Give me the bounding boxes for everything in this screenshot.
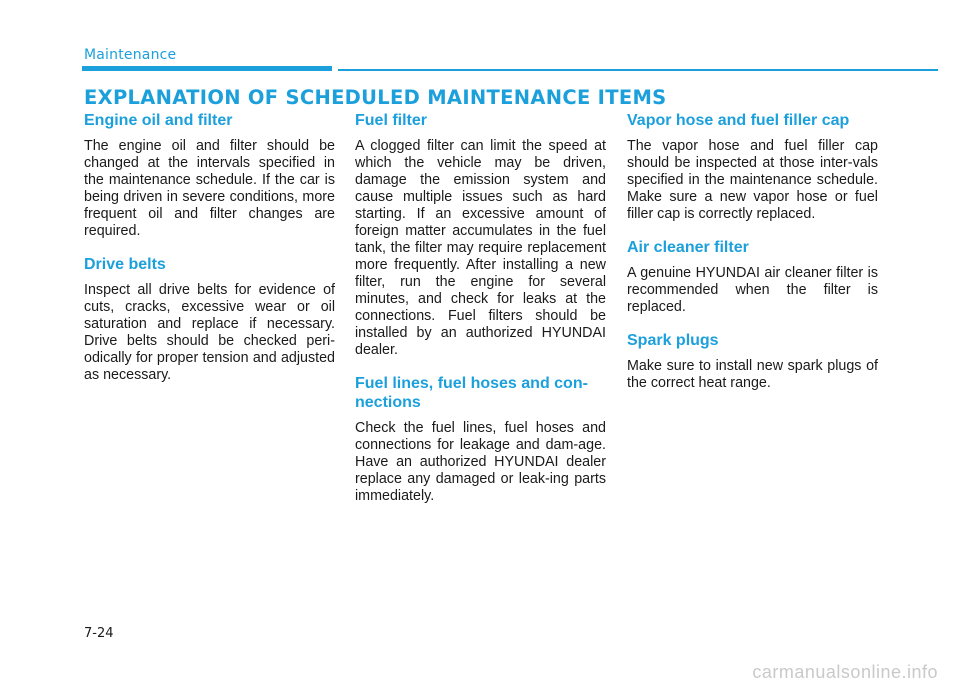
section-body: The vapor hose and fuel filler cap should be inspected at those inter-vals specified in the maintenance schedule. Make sure a new vapor hose or fuel filler cap is correctly replaced. (627, 138, 878, 222)
section-fuel-filter (355, 111, 606, 359)
section-heading: Drive belts (84, 256, 166, 273)
page-title: EXPLANATION OF SCHEDULED MAINTENANCE ITEMS (84, 86, 667, 109)
section-engine-oil (84, 111, 335, 240)
header-rule-thick (82, 66, 332, 71)
section-label: Maintenance (84, 47, 177, 63)
section-drive-belts (84, 255, 335, 384)
section-fuel-lines (355, 374, 606, 505)
section-air-cleaner (627, 238, 878, 316)
section-heading: Air cleaner filter (627, 239, 749, 256)
page-number: 7-24 (84, 626, 114, 641)
section-body: Make sure to install new spark plugs of the correct heat range. (627, 358, 878, 391)
section-body: Inspect all drive belts for evidence of cuts, cracks, excessive wear or oil saturation and replace if necessary. Drive belts should be checked peri-odically for proper tension and adjusted as necessary. (84, 282, 335, 383)
section-heading: Spark plugs (627, 332, 719, 349)
section-heading: Fuel filter (355, 112, 428, 129)
section-vapor-hose (627, 111, 878, 223)
section-body: The engine oil and filter should be changed at the intervals specified in the maintenance schedule. If the car is being driven in severe conditions, more frequent oil and filter changes are required. (84, 138, 335, 239)
section-heading: Fuel lines, fuel hoses and con-nections (355, 375, 588, 411)
column-3 (627, 111, 878, 407)
column-1 (84, 111, 335, 399)
watermark: carmanualsonline.info (752, 662, 938, 682)
section-heading: Engine oil and filter (84, 112, 233, 129)
section-body: A clogged filter can limit the speed at which the vehicle may be driven, damage the emission system and cause multiple issues such as hard starting. If an excessive amount of foreign matter accumulates in the fuel tank, the filter may require replacement more frequently. After installing a new filter, run the engine for several minutes, and check for leaks at the connections. Fuel filters should be installed by an authorized HYUNDAI dealer. (355, 138, 606, 358)
section-heading: Vapor hose and fuel filler cap (627, 112, 850, 129)
section-spark-plugs (627, 331, 878, 392)
column-2 (355, 111, 606, 520)
section-body: Check the fuel lines, fuel hoses and connections for leakage and dam-age. Have an authorized HYUNDAI dealer replace any damaged or leak-ing parts immediately. (355, 420, 606, 504)
header-rule-thin (338, 69, 938, 71)
section-body: A genuine HYUNDAI air cleaner filter is recommended when the filter is replaced. (627, 265, 878, 315)
